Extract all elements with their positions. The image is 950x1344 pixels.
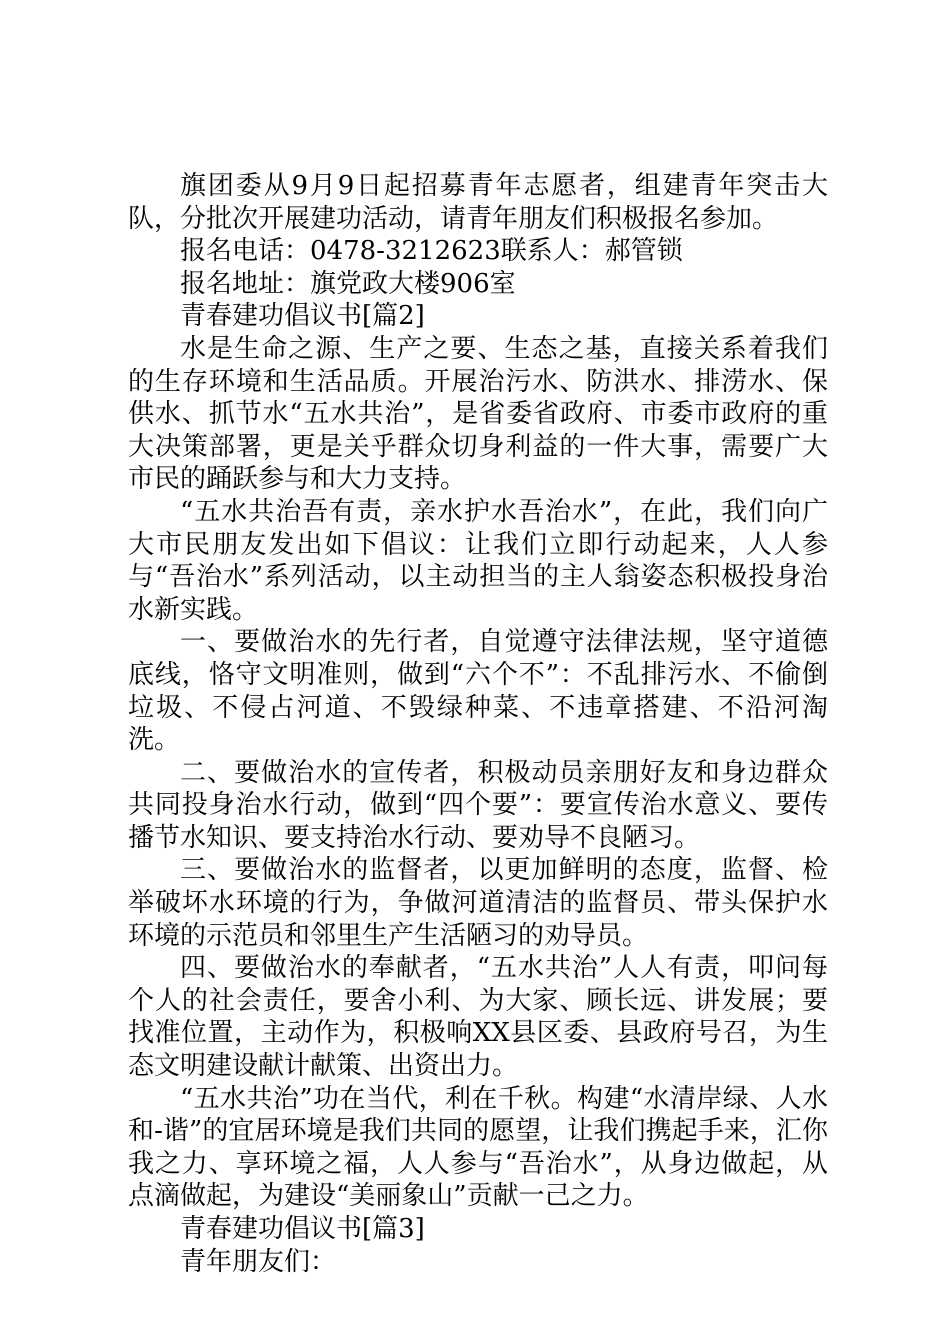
paragraph-phone: 报名电话：0478-3212623联系人：郝管锁	[180, 236, 683, 267]
paragraph-recruitment: 旗团委从9月9日起招募青年志愿者，组建青年突击大队，分批次开展建功活动，请青年朋友们积极报名参加。	[128, 171, 828, 234]
paragraph-point-4: 四、要做治水的奉献者，“五水共治”人人有责，叩问每个人的社会责任，要舍小利、为大家、顾长远、讲发展；要找准位置，主动作为，积极响XX县区委、县政府号召，为生态文明建设献计献策、出资出力。	[128, 953, 828, 1082]
document-body	[128, 170, 828, 1278]
paragraph-point-3: 三、要做治水的监督者，以更加鲜明的态度，监督、检举破坏水环境的行为，争做河道清洁的监督员、带头保护水环境的示范员和邻里生产生活陋习的劝导员。	[128, 855, 828, 951]
section-heading-part3: 青春建功倡议书[篇3]	[180, 1214, 425, 1244]
paragraph-point-1: 一、要做治水的先行者，自觉遵守法律法规，坚守道德底线，恪守文明准则，做到“六个不”：不乱排污水、不偷倒垃圾、不侵占河道、不毁绿种菜、不违章搭建、不沿河淘洗。	[128, 627, 828, 756]
paragraph-address: 报名地址：旗党政大楼906室	[180, 268, 516, 299]
section-heading-part2: 青春建功倡议书[篇2]	[180, 301, 425, 332]
paragraph-point-2: 二、要做治水的宣传者，积极动员亲朋好友和身边群众共同投身治水行动，做到“四个要”：要宣传治水意义、要传播节水知识、要支持治水行动、要劝导不良陋习。	[128, 757, 828, 853]
paragraph-conclusion: “五水共治”功在当代，利在千秋。构建“水清岸绿、人水和-谐”的宜居环境是我们共同的愿望，让我们携起手来，汇你我之力、享环境之福，人人参与“吾治水”，从身边做起，从点滴做起，为建设“美丽象山”贡献一己之力。	[128, 1083, 828, 1212]
paragraph-salutation: 青年朋友们：	[180, 1246, 337, 1277]
paragraph-water-intro: 水是生命之源、生产之要、生态之基，直接关系着我们的生存环境和生活品质。开展治污水、防洪水、排涝水、保供水、抓节水“五水共治”，是省委省政府、市委市政府的重大决策部署，更是关乎群众切身利益的一件大事，需要广大市民的踊跃参与和大力支持。	[128, 333, 828, 495]
paragraph-initiative: “五水共治吾有责，亲水护水吾治水”，在此，我们向广大市民朋友发出如下倡议：让我们立即行动起来，人人参与“吾治水”系列活动，以主动担当的主人翁姿态积极投身治水新实践。	[128, 496, 828, 625]
